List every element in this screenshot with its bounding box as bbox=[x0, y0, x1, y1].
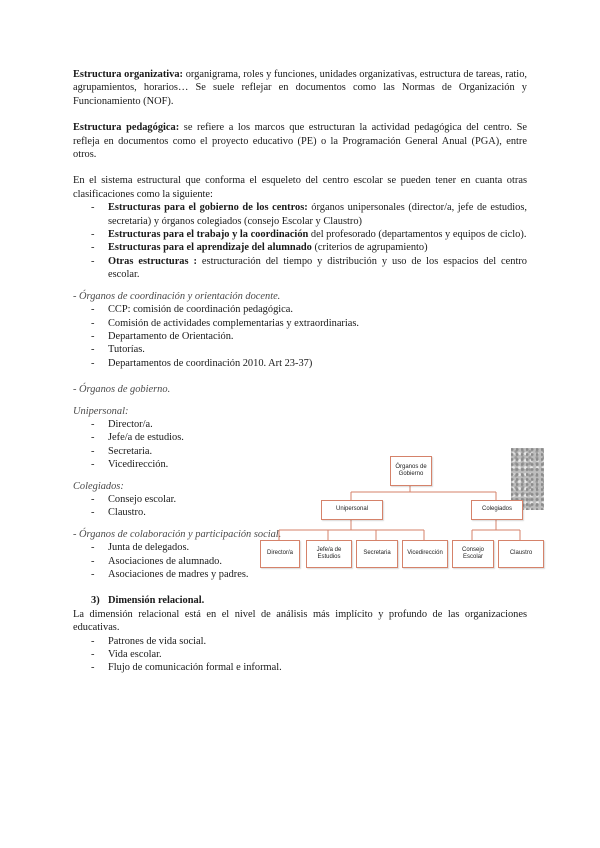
relational-list bbox=[73, 635, 527, 675]
list-item: - Flujo de comunicación formal e informal. bbox=[73, 661, 527, 674]
org-node-director: Director/a bbox=[260, 540, 300, 568]
heading-dimension-relacional: 3) Dimensión relacional. bbox=[91, 595, 205, 607]
paragraph-estructura-pedagogica: Estructura pedagógica: se refiere a los marcos que estructuran la actividad pedagógica del centro. Se refleja en documentos como el proyecto educativo (PE) o la Programación General Anual (PGA), entre otros. bbox=[73, 122, 528, 161]
list-item: - Asociaciones de madres y padres. bbox=[73, 568, 527, 581]
paragraph-dimension-relacional: La dimensión relacional está en el nivel de análisis más implícito y profundo de las organizaciones educativas. bbox=[73, 608, 527, 634]
list-item: - Estructuras para el trabajo y la coordinación del profesorado (departamentos y equipos de ciclo). bbox=[73, 228, 527, 241]
org-node-unipersonal: Unipersonal bbox=[321, 500, 383, 520]
paragraph-estructura-organizativa: Estructura organizativa: organigrama, roles y funciones, unidades organizativas, estructura de tareas, ratio, agrupamientos, horarios… Se suele reflejar en documentos como las Normas de Organización y Funcionamiento (NOF). bbox=[73, 69, 527, 107]
org-node-colegiados: Colegiados bbox=[471, 500, 523, 520]
org-node-vicedireccion: Vicedirección bbox=[402, 540, 448, 568]
list-item: - Secretaria. bbox=[73, 445, 527, 458]
list-item: - Director/a. bbox=[73, 418, 527, 431]
heading-colaboracion: - Órganos de colaboración y participación social. bbox=[73, 528, 282, 540]
list-item: - Jefe/a de estudios. bbox=[73, 431, 527, 444]
label-colegiados: Colegiados: bbox=[73, 480, 124, 492]
heading-gobierno: - Órganos de gobierno. bbox=[73, 384, 171, 396]
list-item: - Tutorías. bbox=[73, 343, 527, 356]
list-item: - Claustro. bbox=[73, 506, 527, 519]
list-item: - Estructuras para el aprendizaje del alumnado (criterios de agrupamiento) bbox=[73, 241, 527, 254]
paragraph-sistema-estructural: En el sistema estructural que conforma el esqueleto del centro escolar se pueden tener en cuanta otras clasificaciones como la siguiente: bbox=[73, 175, 527, 200]
list-item: - Asociaciones de alumnado. bbox=[73, 555, 527, 568]
structures-list bbox=[73, 201, 527, 281]
coordination-list bbox=[73, 303, 527, 370]
list-item: - Junta de delegados. bbox=[73, 541, 527, 554]
heading-coordinacion: - Órganos de coordinación y orientación docente. bbox=[73, 290, 281, 302]
document-body bbox=[73, 68, 527, 675]
org-node-jefe-estudios: Jefe/a de Estudios bbox=[306, 540, 352, 568]
list-item: - Vida escolar. bbox=[73, 648, 527, 661]
list-item: - Estructuras para el gobierno de los centros: órganos unipersonales (director/a, jefe de estudios, secretaria) y órganos colegiados (consejo Escolar y Claustro) bbox=[73, 201, 527, 228]
list-item: - Departamentos de coordinación 2010. Art 23-37) bbox=[73, 357, 527, 370]
org-node-root: Órganos de Gobierno bbox=[390, 456, 432, 486]
org-chart bbox=[258, 452, 544, 578]
list-item: - Otras estructuras : estructuración del tiempo y distribución y uso de los espacios del centro escolar. bbox=[73, 255, 527, 282]
org-node-secretaria: Secretaria bbox=[356, 540, 398, 568]
org-node-consejo-escolar: Consejo Escolar bbox=[452, 540, 494, 568]
list-item: - CCP: comisión de coordinación pedagógica. bbox=[73, 303, 527, 316]
list-item: - Comisión de actividades complementarias y extraordinarias. bbox=[73, 317, 527, 330]
list-item: - Consejo escolar. bbox=[73, 493, 527, 506]
list-item: - Patrones de vida social. bbox=[73, 635, 527, 648]
label-unipersonal: Unipersonal: bbox=[73, 405, 129, 417]
list-item: - Vicedirección. bbox=[73, 458, 527, 471]
org-node-claustro: Claustro bbox=[498, 540, 544, 568]
list-item: - Departamento de Orientación. bbox=[73, 330, 527, 343]
